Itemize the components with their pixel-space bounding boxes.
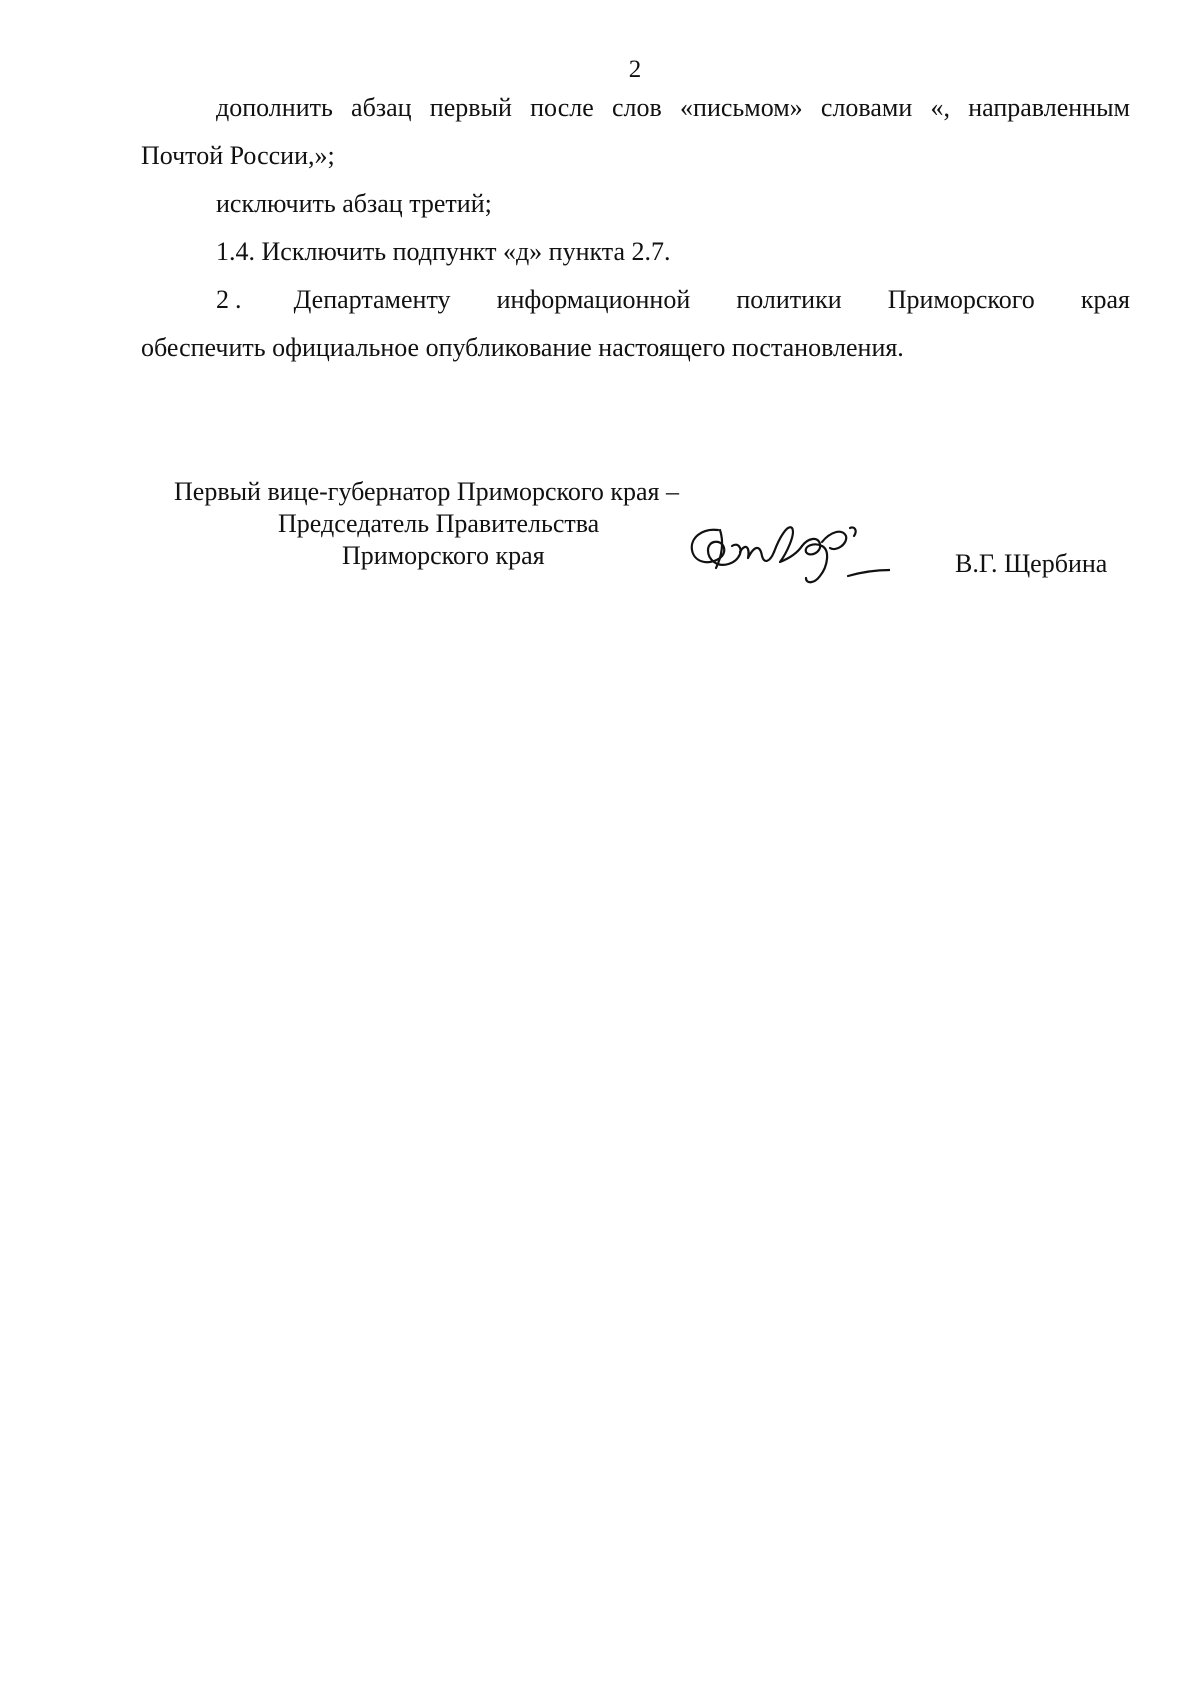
paragraph-amend-continuation [141, 132, 1130, 180]
paragraph-text: дополнить абзац первый после слов «письмом» словами «, направленным [216, 93, 1130, 122]
signer-name: В.Г. Щербина [955, 549, 1108, 578]
signatory-position [174, 476, 679, 572]
paragraph-text: Почтой России,»; [141, 141, 335, 170]
paragraph-text: Департаменту информационной политики Приморского края [293, 285, 1130, 314]
position-line-1: Первый вице-губернатор Приморского края – [174, 477, 679, 506]
paragraph-text: 1.4. Исключить подпункт «д» пункта 2.7. [216, 237, 671, 266]
page-number: 2 [628, 56, 642, 83]
item-number: 2. [216, 285, 248, 314]
paragraph-item-2-continuation [141, 324, 1130, 372]
position-line-2: Председатель Правительства [278, 509, 600, 538]
paragraph-item-1-4 [141, 228, 1130, 276]
document-body [141, 84, 1130, 372]
paragraph-text: обеспечить официальное опубликование настоящего постановления. [141, 333, 904, 362]
paragraph-text: исключить абзац третий; [216, 189, 492, 218]
position-line-3: Приморского края [342, 541, 545, 570]
paragraph-item-2-first-line [141, 276, 1130, 324]
paragraph-exclude-third [141, 180, 1130, 228]
paragraph-amend-first-line [141, 84, 1130, 132]
handwritten-signature [680, 512, 890, 602]
